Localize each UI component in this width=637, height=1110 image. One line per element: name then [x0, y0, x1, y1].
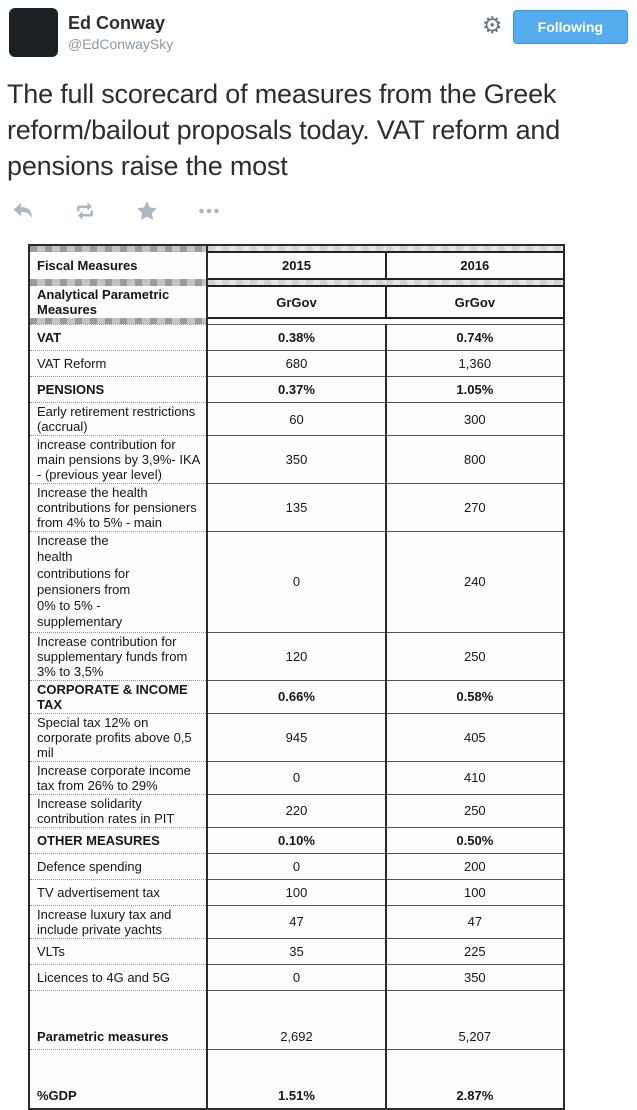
- value-2015: 100: [207, 879, 385, 905]
- value-2015: 0: [207, 853, 385, 879]
- measure-label: Special tax 12% on corporate profits above 0,5 mil: [29, 713, 207, 761]
- tweet-text: The full scorecard of measures from the Greek reform/bailout proposals today. VAT reform and pensions raise the most: [7, 79, 561, 181]
- table-row: [29, 879, 564, 905]
- reply-icon: [11, 199, 35, 223]
- value-2015: 120: [207, 632, 385, 680]
- value-2016: 2016: [386, 252, 564, 279]
- measure-label: Increase corporate income tax from 26% to 29%: [29, 761, 207, 794]
- scan-artifact-stripe: [29, 279, 564, 286]
- table-row: [29, 325, 564, 351]
- value-2015: 0: [207, 532, 385, 633]
- more-button[interactable]: [197, 199, 221, 223]
- value-2016: 0.58%: [386, 680, 564, 713]
- value-2015: 680: [207, 351, 385, 377]
- measure-label: %GDP: [29, 1049, 207, 1109]
- display-name[interactable]: Ed Conway: [68, 13, 166, 33]
- measure-label: Parametric measures: [29, 990, 207, 1049]
- measure-label: TV advertisement tax: [29, 879, 207, 905]
- value-2016: 0.50%: [386, 827, 564, 853]
- value-2015: 0.66%: [207, 680, 385, 713]
- scan-artifact-stripe: [29, 245, 564, 252]
- value-2016: 1,360: [386, 351, 564, 377]
- measure-label: Increase solidarity contribution rates in PIT: [29, 794, 207, 827]
- value-2015: 1.51%: [207, 1049, 385, 1109]
- tweet-action-bar: [11, 199, 221, 223]
- table-row: [29, 713, 564, 761]
- measure-label: Licences to 4G and 5G: [29, 964, 207, 990]
- table-row: [29, 377, 564, 403]
- value-2015: 350: [207, 436, 385, 484]
- value-2015: 0: [207, 964, 385, 990]
- table-row: [29, 286, 564, 318]
- value-2015: 220: [207, 794, 385, 827]
- table-row: [29, 484, 564, 532]
- measure-label: Increase luxury tax and include private yachts: [29, 905, 207, 938]
- value-2015: 35: [207, 938, 385, 964]
- value-2016: 800: [386, 436, 564, 484]
- value-2015: 945: [207, 713, 385, 761]
- measure-label: VLTs: [29, 938, 207, 964]
- value-2016: 100: [386, 879, 564, 905]
- value-2015: 0.10%: [207, 827, 385, 853]
- value-2015: 2015: [207, 252, 385, 279]
- measure-label: Fiscal Measures: [29, 252, 207, 279]
- table-row: [29, 794, 564, 827]
- value-2016: 240: [386, 532, 564, 633]
- table-row: [29, 761, 564, 794]
- value-2015: 60: [207, 403, 385, 436]
- table-row: [29, 990, 564, 1049]
- scan-table-body: [29, 245, 564, 1109]
- value-2016: GrGov: [386, 286, 564, 318]
- value-2016: 250: [386, 794, 564, 827]
- measure-label: Increase the health contributions for pensioners from 4% to 5% - main: [29, 484, 207, 532]
- measure-label: increase contribution for main pensions by 3,9%- IKA - (previous year level): [29, 436, 207, 484]
- measure-label: Increase the health contributions for pensioners from 0% to 5% - supplementary: [29, 532, 207, 633]
- measure-label: OTHER MEASURES: [29, 827, 207, 853]
- fiscal-measures-table: [28, 244, 565, 1110]
- retweet-icon: [73, 199, 97, 223]
- table-row: [29, 632, 564, 680]
- value-2016: 350: [386, 964, 564, 990]
- value-2015: 0.37%: [207, 377, 385, 403]
- value-2015: 135: [207, 484, 385, 532]
- value-2015: 47: [207, 905, 385, 938]
- table-row: [29, 905, 564, 938]
- measure-label: Defence spending: [29, 853, 207, 879]
- value-2016: 0.74%: [386, 325, 564, 351]
- value-2015: 0.38%: [207, 325, 385, 351]
- table-row: [29, 853, 564, 879]
- value-2016: 1.05%: [386, 377, 564, 403]
- table-row: [29, 827, 564, 853]
- reply-button[interactable]: [11, 199, 35, 223]
- measure-label: VAT: [29, 325, 207, 351]
- measure-label: Increase contribution for supplementary funds from 3% to 3,5%: [29, 632, 207, 680]
- value-2016: 200: [386, 853, 564, 879]
- measure-label: CORPORATE & INCOME TAX: [29, 680, 207, 713]
- value-2015: 0: [207, 761, 385, 794]
- measure-label: Early retirement restrictions (accrual): [29, 403, 207, 436]
- table-row: [29, 938, 564, 964]
- scanned-table-image: [28, 244, 565, 1110]
- value-2015: GrGov: [207, 286, 385, 318]
- measure-label: Analytical Parametric Measures: [29, 286, 207, 318]
- avatar[interactable]: [9, 8, 58, 57]
- user-handle[interactable]: @EdConwaySky: [68, 36, 174, 52]
- favorite-button[interactable]: [135, 199, 159, 223]
- value-2016: 250: [386, 632, 564, 680]
- value-2016: 410: [386, 761, 564, 794]
- table-row: [29, 436, 564, 484]
- table-row: [29, 1049, 564, 1109]
- table-row: [29, 351, 564, 377]
- measure-label: PENSIONS: [29, 377, 207, 403]
- table-row: [29, 964, 564, 990]
- value-2015: 2,692: [207, 990, 385, 1049]
- following-button[interactable]: Following: [513, 10, 628, 44]
- value-2016: 405: [386, 713, 564, 761]
- retweet-button[interactable]: [73, 199, 97, 223]
- gear-icon[interactable]: ⚙: [482, 12, 503, 38]
- table-row: [29, 532, 564, 633]
- value-2016: 225: [386, 938, 564, 964]
- star-icon: [135, 199, 159, 223]
- value-2016: 47: [386, 905, 564, 938]
- table-row: [29, 680, 564, 713]
- value-2016: 5,207: [386, 990, 564, 1049]
- value-2016: 300: [386, 403, 564, 436]
- table-row: [29, 252, 564, 279]
- value-2016: 2.87%: [386, 1049, 564, 1109]
- value-2016: 270: [386, 484, 564, 532]
- table-row: [29, 403, 564, 436]
- more-icon: [197, 199, 221, 223]
- measure-label: VAT Reform: [29, 351, 207, 377]
